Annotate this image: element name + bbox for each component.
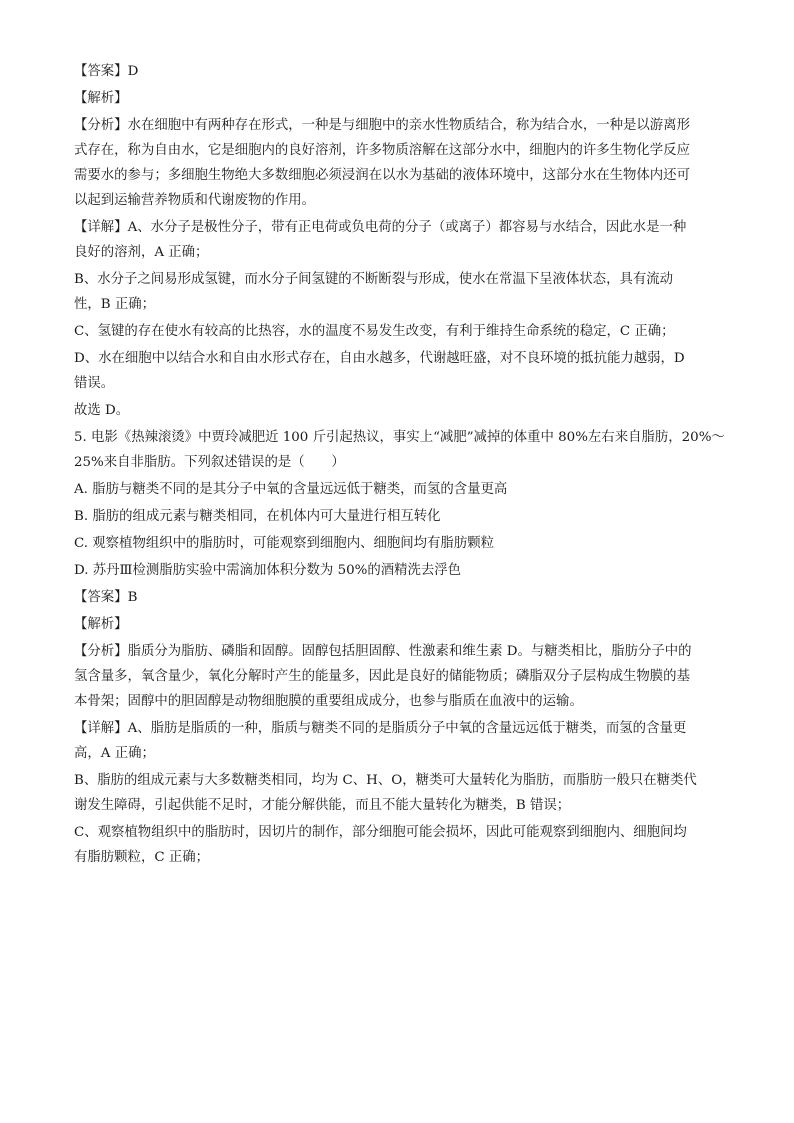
fenxi-block bbox=[74, 642, 722, 712]
question-stem bbox=[74, 428, 725, 473]
option-d: D. 苏丹Ⅲ检测脂肪实验中需滴加体积分数为 50%的酒精洗去浮色 bbox=[74, 563, 462, 578]
text-line: 【分析】脂质分为脂肪、磷脂和固醇。固醇包括胆固醇、性激素和维生素 D。与糖类相比，脂肪分子中的 bbox=[74, 644, 692, 659]
answer-tag: 【答案】 bbox=[74, 64, 128, 79]
answer-line bbox=[74, 62, 722, 82]
text-line: 式存在，称为自由水，它是细胞内的良好溶剂，许多物质溶解在这部分水中，细胞内的许多生物化学反应 bbox=[74, 143, 690, 158]
text-line: 故选 D。 bbox=[74, 403, 130, 418]
text-line: 有脂肪颗粒，C 正确； bbox=[74, 850, 210, 865]
text-line: 【详解】A、水分子是极性分子，带有正电荷或负电荷的分子（或离子）都容易与水结合，因此水是一种 bbox=[74, 220, 687, 235]
option-list bbox=[74, 480, 722, 581]
document-page bbox=[74, 62, 725, 868]
text-line: 25%来自非脂肪。下列叙述错误的是（ ） bbox=[74, 455, 345, 470]
analysis-title: 【解析】 bbox=[74, 617, 128, 632]
xiangjie-tag: 【详解】 bbox=[74, 721, 128, 736]
analysis-title: 【解析】 bbox=[74, 91, 128, 106]
text-line: C、氢键的存在使水有较高的比热容，水的温度不易发生改变，有利于维持生命系统的稳定，C 正确； bbox=[74, 324, 675, 339]
fenxi-tag: 【分析】 bbox=[74, 644, 128, 659]
text-line: B、脂肪的组成元素与大多数糖类相同，均为 C、H、O，糖类可大量转化为脂肪，而脂肪一般只在糖类代 bbox=[74, 773, 697, 788]
text-line: 谢发生障碍，引起供能不足时，才能分解供能，而且不能大量转化为糖类，B 错误； bbox=[74, 798, 571, 813]
text-line: 以起到运输营养物质和代谢废物的作用。 bbox=[74, 193, 316, 208]
text-line: B、水分子之间易形成氢键，而水分子间氢键的不断断裂与形成，使水在常温下呈液体状态，具有流动 bbox=[74, 272, 674, 287]
fenxi-tag: 【分析】 bbox=[74, 118, 128, 133]
text-line: 氢含量多，氧含量少，氧化分解时产生的能量多，因此是良好的储能物质；磷脂双分子层构成生物膜的基 bbox=[74, 669, 690, 684]
text-line: D、水在细胞中以结合水和自由水形式存在，自由水越多，代谢越旺盛，对不良环境的抵抗能力越弱，D bbox=[74, 351, 685, 366]
xiangjie-tag: 【详解】 bbox=[74, 220, 128, 235]
text-line: 【分析】水在细胞中有两种存在形式，一种是与细胞中的亲水性物质结合，称为结合水，一种是以游离形 bbox=[74, 118, 690, 133]
option-b: B. 脂肪的组成元素与糖类相同，在机体内可大量进行相互转化 bbox=[74, 509, 441, 524]
text-line: 错误。 bbox=[74, 376, 115, 391]
text-line: C、观察植物组织中的脂肪时，因切片的制作，部分细胞可能会损坏，因此可能观察到细胞内、细胞间均 bbox=[74, 825, 687, 840]
text-line: 本骨架；固醇中的胆固醇是动物细胞膜的重要组成成分，也参与脂质在血液中的运输。 bbox=[74, 694, 583, 709]
text-line: 需要水的参与；多细胞生物绝大多数细胞必须浸润在以水为基础的液体环境中，这部分水在生物体内还可 bbox=[74, 168, 690, 183]
xiangjie-block bbox=[74, 719, 722, 868]
text-line: 高，A 正确； bbox=[74, 746, 155, 761]
answer-value: D bbox=[127, 64, 139, 79]
text-line: 【详解】A、脂肪是脂质的一种，脂质与糖类不同的是脂质分子中氧的含量远远低于糖类，而氢的含量更 bbox=[74, 721, 687, 736]
text-line: 性，B 正确； bbox=[74, 297, 156, 312]
answer-value: B bbox=[127, 590, 138, 605]
option-a: A. 脂肪与糖类不同的是其分子中氧的含量远远低于糖类，而氢的含量更高 bbox=[74, 482, 508, 497]
xiangjie-block bbox=[74, 218, 722, 421]
text-line: 5. 电影《热辣滚烫》中贾玲减肥近 100 斤引起热议，事实上“减肥”减掉的体重中 80%左右来自脂肪，20%～ bbox=[74, 430, 725, 445]
option-c: C. 观察植物组织中的脂肪时，可能观察到细胞内、细胞间均有脂肪颗粒 bbox=[74, 536, 494, 551]
answer-tag: 【答案】 bbox=[74, 590, 128, 605]
text-line: 良好的溶剂，A 正确； bbox=[74, 245, 209, 260]
fenxi-block bbox=[74, 116, 722, 211]
answer-line bbox=[74, 588, 722, 608]
